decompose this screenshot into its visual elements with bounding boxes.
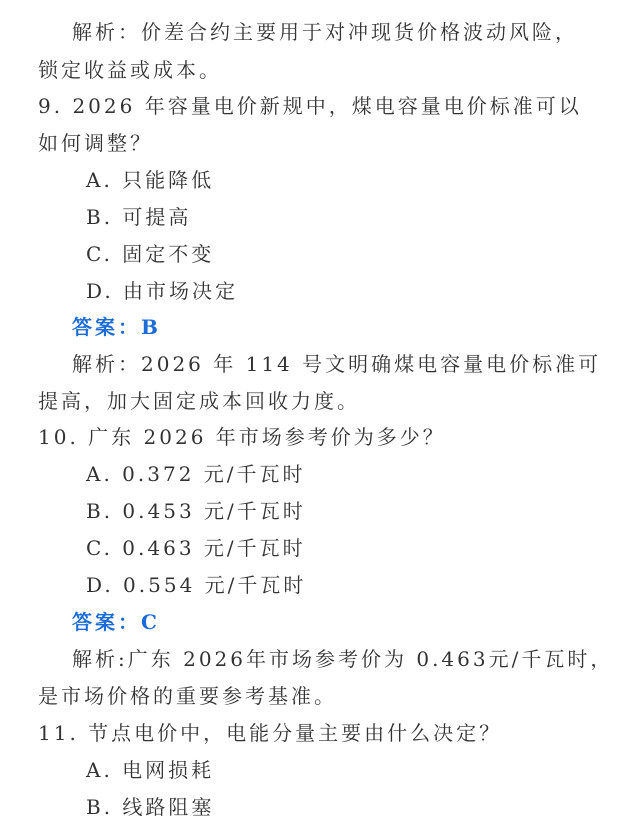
- question-9-analysis: 解析：2026 年 114 号文明确煤电容量电价标准可: [72, 352, 602, 376]
- question-9-option-d: D. 由市场决定: [86, 279, 239, 303]
- question-11-text: 11. 节点电价中，电能分量主要由什么决定？: [38, 721, 503, 745]
- question-9-analysis: 提高，加大固定成本回收力度。: [38, 389, 360, 413]
- question-9-text: 如何调整？: [38, 131, 153, 155]
- question-10-analysis: 是市场价格的重要参考基准。: [38, 684, 337, 708]
- question-9-option-b: B. 可提高: [86, 205, 192, 229]
- answer-value: C: [141, 610, 160, 634]
- question-9-option-c: C. 固定不变: [86, 242, 215, 266]
- question-11-option-b: B. 线路阻塞: [86, 795, 215, 819]
- analysis-text: 解析：价差合约主要用于对冲现货价格波动风险，: [72, 20, 578, 44]
- answer-value: B: [141, 315, 161, 339]
- question-10-answer: [72, 610, 160, 634]
- question-10-option-b: B. 0.453 元/千瓦时: [86, 499, 306, 523]
- question-10-option-c: C. 0.463 元/千瓦时: [86, 536, 306, 560]
- question-9-answer: [72, 315, 161, 339]
- analysis-text: 锁定收益或成本。: [38, 58, 222, 82]
- question-10-analysis: 解析:广东 2026年市场参考价为 0.463元/千瓦时，: [72, 647, 614, 671]
- question-10-option-d: D. 0.554 元/千瓦时: [86, 573, 307, 597]
- question-9-text: 9. 2026 年容量电价新规中，煤电容量电价标准可以: [38, 94, 582, 118]
- question-10-text: 10. 广东 2026 年市场参考价为多少？: [38, 425, 446, 449]
- answer-label: 答案：: [72, 610, 141, 634]
- answer-label: 答案：: [72, 315, 141, 339]
- question-11-option-a: A. 电网损耗: [86, 758, 215, 782]
- question-9-option-a: A. 只能降低: [86, 168, 215, 192]
- question-10-option-a: A. 0.372 元/千瓦时: [86, 462, 306, 486]
